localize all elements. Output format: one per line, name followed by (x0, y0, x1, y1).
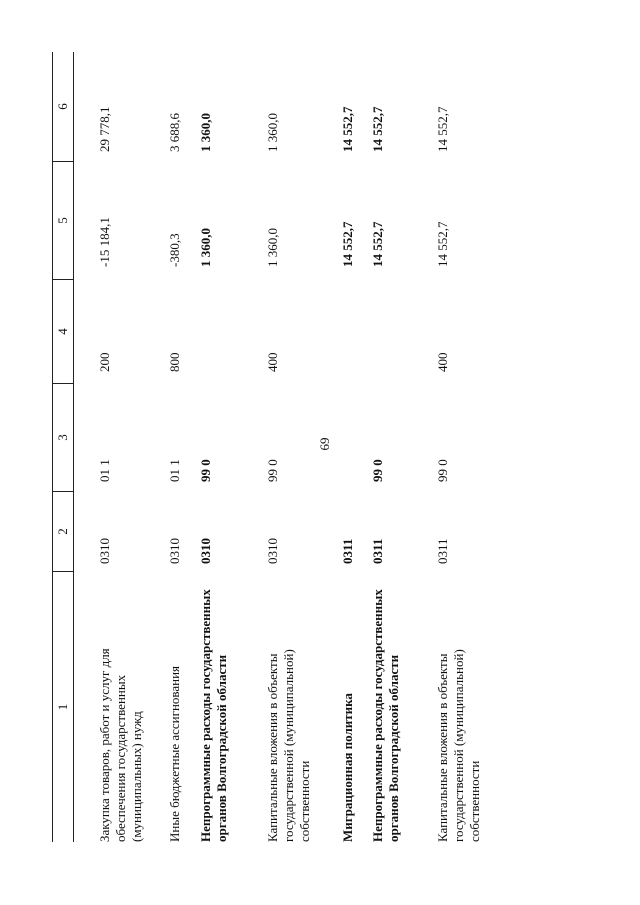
row-section-code: 0310 (198, 538, 213, 564)
row-section-code: 0310 (97, 538, 112, 564)
column-header-5: 5 (53, 162, 73, 280)
row-change-amount: 14 552,7 (340, 221, 355, 267)
column-header-3: 3 (53, 384, 73, 492)
row-type-code: 400 (435, 352, 450, 372)
row-name: Иные бюджетные ассигнования (167, 665, 182, 842)
row-target-code: 99 0 (265, 459, 280, 482)
row-name: Непрограммные расходы государственных органов Волгоградской области (198, 589, 229, 842)
row-target-code: 99 0 (435, 459, 450, 482)
row-type-code: 400 (265, 352, 280, 372)
row-total-amount: 3 688,6 (167, 113, 182, 152)
row-type-code: 800 (167, 352, 182, 372)
row-target-code: 01 1 (97, 459, 112, 482)
row-type-code: 200 (97, 352, 112, 372)
row-name: Миграционная политика (340, 693, 355, 842)
row-change-amount: 1 360,0 (198, 228, 213, 267)
row-total-amount: 29 778,1 (97, 106, 112, 152)
row-section-code: 0311 (370, 538, 385, 564)
row-target-code: 99 0 (370, 459, 385, 482)
page-number: 69 (317, 437, 332, 451)
row-target-code: 01 1 (167, 459, 182, 482)
table-header-row (52, 52, 74, 842)
column-header-6: 6 (53, 52, 73, 162)
budget-table (52, 52, 612, 842)
row-name: Капитальные вложения в объекты государственной (муниципальной) собственности (265, 649, 312, 842)
row-change-amount: 14 552,7 (435, 221, 450, 267)
row-total-amount: 14 552,7 (340, 106, 355, 152)
row-name: Капитальные вложения в объекты государственной (муниципальной) собственности (435, 649, 482, 842)
row-section-code: 0310 (265, 538, 280, 564)
row-total-amount: 1 360,0 (198, 113, 213, 152)
row-change-amount: 14 552,7 (370, 221, 385, 267)
row-total-amount: 14 552,7 (435, 106, 450, 152)
row-total-amount: 1 360,0 (265, 113, 280, 152)
column-header-2: 2 (53, 492, 73, 572)
row-change-amount: 1 360,0 (265, 228, 280, 267)
row-target-code: 99 0 (198, 459, 213, 482)
column-header-1: 1 (55, 703, 70, 711)
row-name: Непрограммные расходы государственных органов Волгоградской области (370, 589, 401, 842)
row-name: Закупка товаров, работ и услуг для обеспечения государственных (муниципальных) нужд (97, 648, 144, 842)
row-section-code: 0311 (435, 538, 450, 564)
row-change-amount: -380,3 (167, 233, 182, 267)
column-header-4: 4 (53, 280, 73, 384)
row-total-amount: 14 552,7 (370, 106, 385, 152)
row-section-code: 0311 (340, 538, 355, 564)
row-section-code: 0310 (167, 538, 182, 564)
row-change-amount: -15 184,1 (97, 217, 112, 267)
